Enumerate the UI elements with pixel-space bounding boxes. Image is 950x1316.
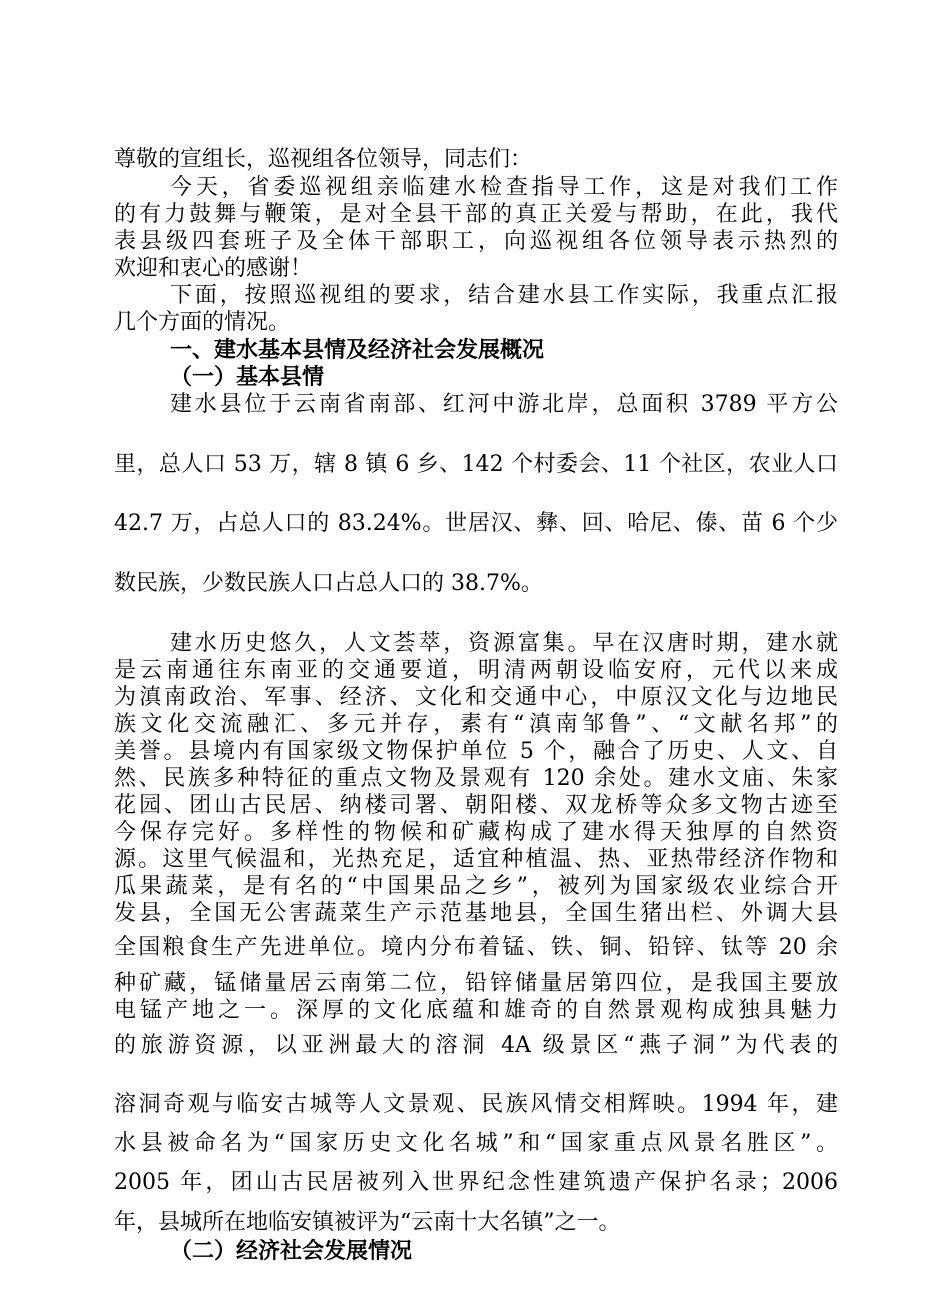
paragraph-line: 下面，按照巡视组的要求，结合建水县工作实际，我重点汇报: [170, 283, 838, 308]
paragraph-line: 表县级四套班子及全体干部职工，向巡视组各位领导表示热烈的: [114, 229, 838, 254]
paragraph-line: 发县，全国无公害蔬菜生产示范基地县，全国生猪出栏、外调大县: [114, 901, 838, 926]
paragraph-line: 42.7 万，占总人口的 83.24%。世居汉、彝、回、哈尼、傣、苗 6 个少: [114, 511, 838, 536]
paragraph-line: 美誉。县境内有国家级文物保护单位 5 个，融合了历史、人文、自: [114, 739, 838, 764]
paragraph-line: 源。这里气候温和，光热充足，适宜种植温、热、亚热带经济作物和: [114, 847, 838, 872]
paragraph-line: 族文化交流融汇、多元并存，素有“滇南邹鲁”、“文献名邦”的: [114, 712, 838, 737]
paragraph-line: 欢迎和衷心的感谢！: [114, 256, 313, 281]
paragraph-line: 2005 年，团山古民居被列入世界纪念性建筑遗产保护名录；2006: [114, 1170, 838, 1195]
paragraph-line: 全国粮食生产先进单位。境内分布着锰、铁、铜、铅锌、钛等 20 余: [114, 935, 838, 960]
paragraph-line: 然、民族多种特征的重点文物及景观有 120 余处。建水文庙、朱家: [114, 766, 838, 791]
paragraph-line: 今保存完好。多样性的物候和矿藏构成了建水得天独厚的自然资: [114, 820, 838, 845]
paragraph-line: 水县被命名为“国家历史文化名城”和“国家重点风景名胜区”。: [114, 1131, 838, 1156]
paragraph-line: 数民族，少数民族人口占总人口的 38.7%。: [114, 571, 543, 596]
paragraph-line: 为滇南政治、军事、经济、文化和交通中心，中原汉文化与边地民: [114, 685, 838, 710]
paragraph-line: 建水历史悠久，人文荟萃，资源富集。早在汉唐时期，建水就: [170, 631, 838, 656]
paragraph-line: 建水县位于云南省南部、红河中游北岸，总面积 3789 平方公: [170, 392, 838, 417]
paragraph-line: 的旅游资源，以亚洲最大的溶洞 4A 级景区“燕子洞”为代表的: [114, 1033, 838, 1058]
paragraph-line: 是云南通往东南亚的交通要道，明清两朝设临安府，元代以来成: [114, 658, 838, 683]
paragraph-line: 种矿藏，锰储量居云南第二位，铅锌储量居第四位，是我国主要放: [114, 971, 838, 996]
paragraph-line: 花园、团山古民居、纳楼司署、朝阳楼、双龙桥等众多文物古迹至: [114, 793, 838, 818]
paragraph-line: 的有力鼓舞与鞭策，是对全县干部的真正关爱与帮助，在此，我代: [114, 202, 838, 227]
paragraph-line: 溶洞奇观与临安古城等人文景观、民族风情交相辉映。1994 年，建: [114, 1092, 838, 1117]
paragraph-line: 瓜果蔬菜，是有名的“中国果品之乡”，被列为国家级农业综合开: [114, 874, 838, 899]
paragraph-line: 几个方面的情况。: [114, 310, 291, 335]
salutation-line: 尊敬的宣组长，巡视组各位领导，同志们：: [114, 147, 533, 172]
subsection-heading: （二）经济社会发展情况: [170, 1238, 413, 1264]
paragraph-line: 年，县城所在地临安镇被评为“云南十大名镇”之一。: [114, 1210, 621, 1235]
paragraph-line: 今天，省委巡视组亲临建水检查指导工作，这是对我们工作: [170, 175, 838, 200]
paragraph-line: 电锰产地之一。深厚的文化底蕴和雄奇的自然景观构成独具魅力: [114, 998, 838, 1023]
subsection-heading: （一）基本县情: [170, 364, 325, 390]
paragraph-line: 里，总人口 53 万，辖 8 镇 6 乡、142 个村委会、11 个社区，农业人口: [114, 452, 838, 477]
section-heading: 一、建水基本县情及经济社会发展概况: [170, 337, 545, 363]
